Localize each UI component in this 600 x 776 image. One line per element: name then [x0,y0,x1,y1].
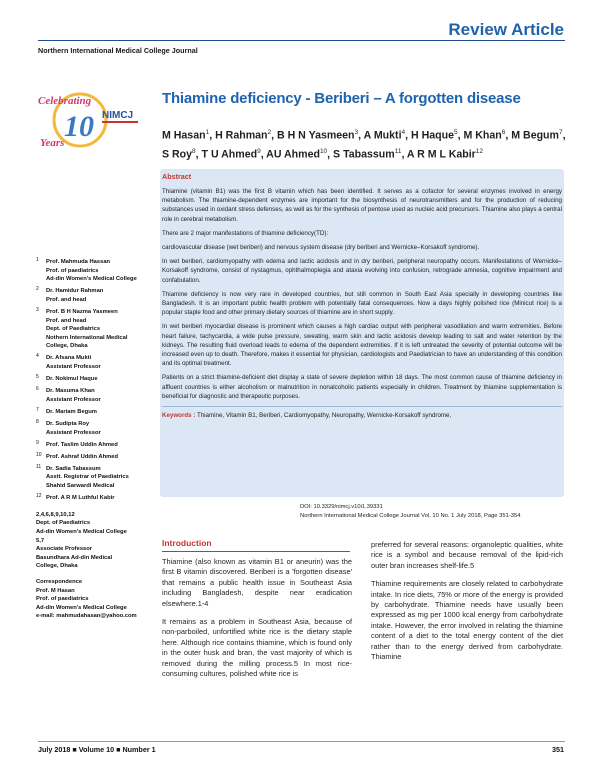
logo-number: 10 [64,110,94,143]
affiliations-sidebar [36,258,156,628]
body-paragraph: Thiamine requirements are closely related to carbohydrate intake. In rice diets, 75% or more of the energy is provided by carbohydrate. Thiamine needs have usually been expressed as mg per 1000 kcal energy from carbohydrate intake. However, the error involved in relating the thiamine content of a diet to the total energy content of the diet rather than to the energy derived from carbohydrate. Thiamine [371,579,563,662]
keywords-label: Keywords : [162,412,196,420]
correspondence-block: Correspondence Prof. M Hasan Prof. of paediatrics Ad-din Women's Medical College e-mail: mahmudahasan@yahoo.com [36,578,156,621]
abstract-paragraph: In wet beriberi, cardiomyopathy with edema and lactic acidosis and in dry beriberi, peripheral neuropathy occurs. Manifestations of Wernicke–Korsakoff syndrome, consist of nystagmus, ophthalmoplegia and ataxia evolving into confusion, retrograde amnesia, cognitive impairment and confabulation. [162,258,562,284]
doi-link[interactable]: DOI: 10.3329/nimcj.v10i1.39331 [300,504,383,510]
abstract-heading: Abstract [162,172,192,181]
affiliation: 6 Dr. Masuma Khan Assistant Professor [36,386,101,403]
affiliation: 8 Dr. Sudipta Roy Assistant Professor [36,419,101,436]
doi-block [300,503,520,521]
affiliation: 5 Dr. Nokimul Haque [36,374,98,383]
affiliation: 4 Dr. Afsana Mukti Assistant Professor [36,353,101,371]
article-type: Review Article [448,20,564,39]
abstract [162,172,562,420]
abstract-paragraph: Thiamine (vitamin B1) was the first B vitamin which has been identified. It serves as a cofactor for several enzymes involved in energy metabolism. The thiamine-dependent enzymes are important for the biosynthesis of neurotransmitters and for the production of reducing substances used in oxidant stress defenses, as well as for the synthesis of pentose used as nucleic acid precursors. Thiamine also plays a central role in cerebral metabolism. [162,188,562,223]
journal-name: Northern International Medical College Journal [38,46,198,55]
introduction-rule [162,551,350,552]
keywords-list: Thiamine, Vitamin B1, Beriberi, Cardiomyopathy, Neuropathy, Wernicke-Korsakoff syndrome, [195,412,452,420]
abstract-paragraph: In wet beriberi myocardial disease is prominent which causes a high cardiac output with peripheral vasodilation and warm extremities. Before heart failure, tachycardia, a wide pulse pressure, sweating, warm skin and lactic acidosis develop leading to salt and water retention by the kidneys. The resulting fluid overload leads to edema of the dependent extremities. If it is left untreated the severity of potential outcome will be increased even up to death. Therefore, makes it essential for physician, cardiologists and Paediatrician to have an understanding of this condition and its optimal treatment. [162,323,562,368]
abstract-paragraph: Thiamine deficiency is now very rare in developed countries, but still common in South East Asia specially in developing countries like Bangladesh. It is an important public health problem with potentially fatal consequences. Now a days highly polished rice (Minicut rice) is a popular staple food and other primary dietary sources of thiamine are in short supply. [162,290,562,317]
affiliation: 7 Dr. Mariam Begum [36,406,97,415]
affiliation: 9 Prof. Taslim Uddin Ahmed [36,439,118,448]
affiliation: 11 Dr. Sadia Tabassum Asstt. Registrar of Paediatrics Shahid Sarwardi Medical [36,463,129,490]
abstract-paragraph: There are 2 major manifestations of thiamine deficiency(TD): [162,229,329,237]
introduction-heading: Introduction [162,538,212,548]
body-column-right [371,540,563,670]
logo-underline [102,121,138,123]
author-line-2: S Roy$^8$, T U Ahmed$^9$, AU Ahmed$^{10}$, S Tabassum$^{11}$, A R M L Kabir$^{12}$ [162,147,484,161]
logo-years: Years [40,137,65,149]
logo-celebrating: Celebrating [38,95,92,107]
abstract-paragraph: Patients on a strict thiamine-deficient diet display a state of severe depletion within 18 days. The most common cause of thiamine deficiency in affluent countries is either alcoholism or malnutrition in nonalcoholic patients especially in children. Treatment by thiamine supplementation is beneficial for diagnostic and therapeutic purposes. [162,374,562,400]
abstract-paragraph: cardiovascular disease (wet beriberi) and nervous system disease (dry beriberi and Wernicke–Korsakoff syndrome). [162,244,480,252]
logo-org: NIMCJ [102,110,134,121]
affiliation: 1 Prof. Mahmuda Hassan Prof. of paediatrics Ad-din Women's Medical College [36,257,137,283]
author-line-1: M Hasan$^1$, H Rahman$^2$, B H N Yasmeen$^3$, A Mukti$^4$, H Haque$^5$, M Khan$^6$, M Begum$^7$, [162,129,566,142]
department-block: 2,4,6,8,9,10,12 Dept. of Paediatrics Ad-din Women's Medical College 5,7 Associate Professor Basundhara Ad-din Medical College, Dhaka [36,511,127,570]
body-paragraph: preferred for several reasons: organoleptic qualities, white rice is a symbol and because removal of the lipid-rich outer bran increases shelf-life.5 [371,540,563,570]
body-column-left [162,557,352,687]
correspondence-email[interactable]: e-mail: mahmudahasan@yahoo.com [36,613,137,620]
body-paragraph: Thiamine (also known as vitamin B1 or aneurin) was the first B vitamin discovered. Beriberi is a 'forgotten disease' that remains a public health issue in Southeast Asia including Bangladesh, despite near eradication elsewhere.1-4 [162,557,352,608]
issue-info: July 2018 ■ Volume 10 ■ Number 1 [38,745,156,754]
affiliation: 12 Prof. A R M Luthful Kabir [36,493,115,502]
affiliation: 10 Prof. Ashraf Uddin Ahmed [36,451,119,460]
footer-rule [38,741,565,742]
body-paragraph: It remains as a problem in Southeast Asia, because of non-parboiled, unfortified white rice is the dietary staple here. Although rice contains thiamine, which is found only in the outer husk and bran, the vast majority of which is removed during the milling process.5 In most rice-consuming cultures, polished white rice is [162,617,352,679]
citation: Northern International Medical College Journal Vol. 10 No. 1 July 2018, Page 351-354 [300,513,521,519]
keywords [162,406,562,420]
header-rule [38,40,565,41]
author-list [162,125,572,162]
article-title: Thiamine deficiency - Beriberi – A forgotten disease [162,90,521,107]
affiliation: 2 Dr. Hamidur Rahman Prof. and head [36,286,104,303]
page-number: 351 [552,745,564,754]
anniversary-logo [36,88,142,150]
affiliation: 3 Prof. B H Nazma Yasmeen Prof. and head Dept. of Paediatrics Nothern International Medical College, Dhaka [36,306,128,350]
